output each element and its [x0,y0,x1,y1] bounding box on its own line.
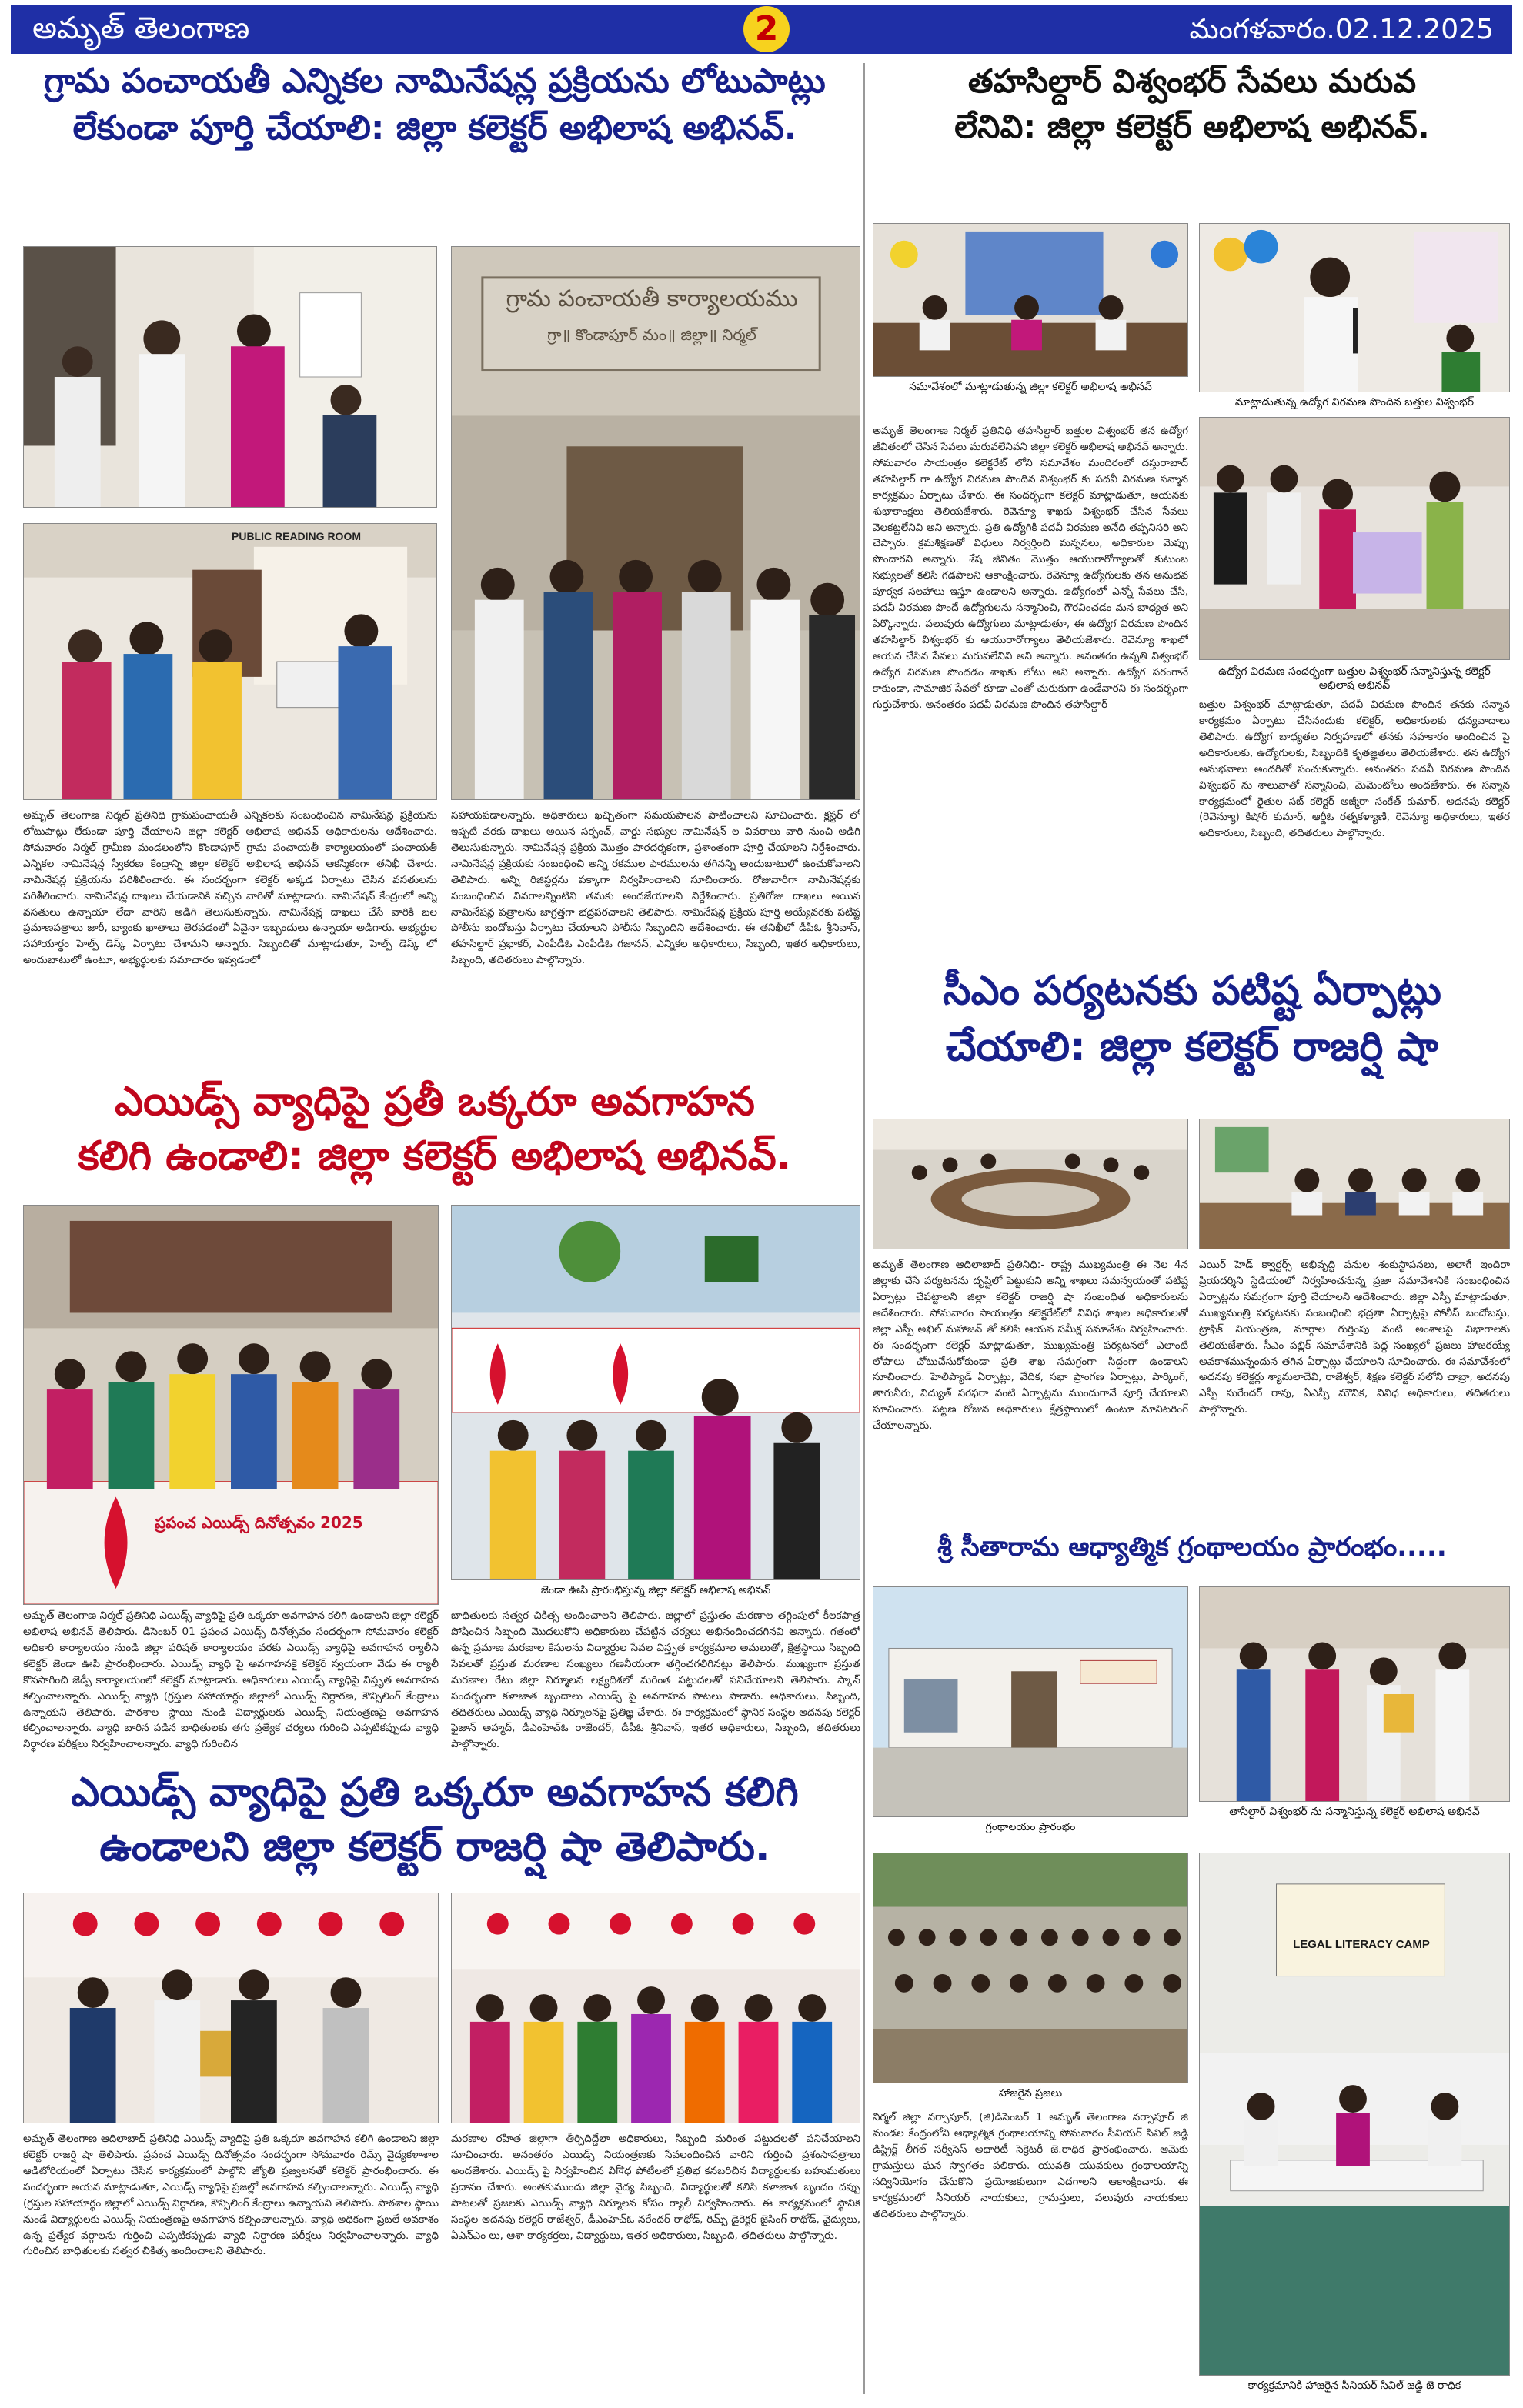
story2-headline-line2: కలిగి ఉండాలి: జిల్లా కలెక్టర్ అభిలాష అభినవ్. [78,1133,792,1179]
story6-body: నిర్మల్ జిల్లా నర్సాపూర్, (జి)డిసెంబర్ 1 అమృత్ తెలంగాణ నర్సాపూర్ జి మండల కేంద్రంలోని ఆధ్యాత్మిక గ్రంథాలయాన్ని సోమవారం సీనియర్ సివిల్ జడ్జి డిస్ట్రిక్ట్ లీగల్ సర్వీసెస్ అథారిటీ సెక్రెటరీ జె.రాధిక ప్రారంభించారు. ఆమెకు గ్రామస్తులు ఘన స్వాగతం పలికారు. యువతి యువకులు గ్రంథాలయాన్ని సద్వినియోగం చేసుకొని ప్రయోజకులుగా ఎదగాలని ఆకాంక్షించారు. ఈ కార్యక్రమంలో సీనియర్ నాయకులు, గ్రామస్తులు, పలువురు నాయకులు తదితరులు పాల్గొన్నారు. [873,2111,1188,2220]
story6-caption4: కార్యక్రమానికి హాజరైన సీనియర్ సివిల్ జడ్జి జె రాధిక [1247,2380,1461,2392]
story6-caption1: గ్రంథాలయం ప్రారంభం [985,1821,1076,1833]
story6-photo-felicitation [1199,1586,1510,1802]
story4-headline-line1: తహసిల్దార్ విశ్వంభర్ సేవలు మరువ [967,62,1417,100]
story5-body-col1: అమృత్ తెలంగాణ ఆదిలాబాద్ ప్రతినిధి:- రాష్ట్ర ముఖ్యమంత్రి ఈ నెల 4న జిల్లాకు చేసే పర్యటనను దృష్టిలో పెట్టుకుని అన్ని శాఖలు సమన్వయంతో పటిష్ట ఏర్పాట్లు చేపట్టాలని జిల్లా కలెక్టర్ రాజర్షి షా సంబంధిత అధికారులను ఆదేశించారు. సోమవారం సాయంత్రం కలెక్టరేట్‌లో వివిధ శాఖల అధికారులతో జిల్లా ఎస్పీ అఖిల్ మహాజన్ తో కలిసి ఆయన సమీక్ష సమావేశం నిర్వహించారు. ఈ సందర్భంగా కలెక్టర్ మాట్లాడుతూ, ముఖ్యమంత్రి పర్యటనలో ఎలాంటి లోపాలు చోటుచేసుకోకుండా ప్రతి శాఖ సమగ్రంగా సిద్ధంగా ఉండాలని సూచించారు. హెలిప్యాడ్ ఏర్పాట్లు, వేదిక, సభా ప్రాంగణ ఏర్పాట్లు, పార్కింగ్, తాగునీరు, విద్యుత్ సరఫరా వంటి ఏర్పాట్లను ముందుగానే పూర్తి చేయాలని సూచించారు. పట్టణ రోజున అధికారులు క్షేత్రస్థాయిలో ఉంటూ మానిటరింగ్ చేయాలన్నారు. [873,1259,1188,1432]
paper-name: అమృత్ తెలంగాణ [32,11,250,46]
story5-headline-line2: చేయాలి: జిల్లా కలెక్టర్ రాజర్షి షా [945,1024,1439,1070]
story2-photo-rally-flag-off [451,1205,860,1580]
story2-photo-aids-day-group [23,1205,439,1605]
column-divider [863,63,865,2394]
story5-body-col2: ఎయిర్ హెడ్ క్వార్టర్స్ అభివృద్ధి పనుల శంకుస్థాపనలు, అలాగే ఇందిరా ప్రియదర్శిని స్టేడియంలో నిర్వహించనున్న ప్రజా సమావేశానికి సంబంధించిన ఏర్పాట్లను సమగ్రంగా పూర్తి చేయాలని ఆదేశించారు. జిల్లా ఎస్పీ మాట్లాడుతూ, ముఖ్యమంత్రి పర్యటనకు సంబంధించి భద్రతా ఏర్పాట్లపై పోలీస్ బందోబస్తు, ట్రాఫిక్ నియంత్రణ, మార్గాల గుర్తింపు వంటి అంశాలపై విభాగాలకు తెలియజేశారు. సీఎం పబ్లిక్ సమావేశానికి పెద్ద సంఖ్యలో ప్రజలు హాజరయ్యే అవకాశమున్నందున తగిన ఏర్పాట్లు చేయాలని సూచించారు. ఈ సమావేశంలో అదనపు కలెక్టర్లు శ్యామలాదేవి, రాజేశ్వర్, శిక్షణ కలెక్టర్ సలోని చాబ్రా, అదనపు ఎస్పీ సురేందర్ రావు, ఏఎస్పీ మౌనిక, వివిధ అధికారులు, తదితరులు పాల్గొన్నారు. [1199,1259,1510,1416]
story4-photo-speaker [1199,223,1510,392]
story2-caption: జెండా ఊపి ప్రారంభిస్తున్న జిల్లా కలెక్టర్ అభిలాష అభినవ్ [540,1584,771,1596]
panchayat-office-sign [489,285,815,348]
story1-headline-line1: గ్రామ పంచాయతీ ఎన్నికల నామినేషన్ల ప్రక్రియను లోటుపాట్లు [44,62,826,101]
story6-photo-audience [873,1853,1188,2083]
story5-photo-review-meeting [873,1119,1188,1249]
story4-body-col2: బత్తుల విశ్వంభర్ మాట్లాడుతూ, పదవీ విరమణ పొందిన తనకు సన్మాన కార్యక్రమం ఏర్పాటు చేసినందుకు కలెక్టర్, అధికారులకు ధన్యవాదాలు తెలిపారు. ఉద్యోగ బాధ్యతల నిర్వహణలో తనకు సహకారం అందించిన పై అధికారులకు, ఉద్యోగులకు, సిబ్బందికి కృతజ్ఞతలు తెలియజేశారు. తన ఉద్యోగ అనుభవాలు అందరితో పంచుకున్నారు. అనంతరం పదవీ విరమణ పొందిన విశ్వంభర్ ను శాలువాతో సన్మానించి, మెమెంటోలు అందజేశారు. ఈ సన్మాన కార్యక్రమంలో రైతుల సబ్ కలెక్టర్ అజ్మీరా సంకేత్ కుమార్, అదనపు కలెక్టర్ (రెవెన్యూ) కిషోర్ కుమార్, ఆర్డీఓ రత్నకళ్యాణి, రెవెన్యూ అధికారులు, ఇతర అధికారులు, సిబ్బంది, తదితరులు పాల్గొన్నారు. [1199,699,1510,840]
story2-body-col1: అమృత్ తెలంగాణ నిర్మల్ ప్రతినిధి ఎయిడ్స్ వ్యాధిపై ప్రతి ఒక్కరూ అవగాహన కలిగి ఉండాలని జిల్లా కలెక్టర్ అభిలాష అభినవ్ తెలిపారు. డిసెంబర్ 01 ప్రపంచ ఎయిడ్స్ దినోత్సవం సందర్భంగా సోమవారం కలెక్టర్ అధికారి కార్యాలయం నుండి జిల్లా పరిషత్ కార్యాలయం వరకు ఎయిడ్స్ వ్యాధిపై అవగాహన ర్యాలీని కలెక్టర్ జెండా ఊపి ప్రారంభించారు. ఎయిడ్స్ వ్యాధి పై అవగాహనకై కలెక్టర్ స్వయంగా వేడు ఈ ర్యాలీ కొనసాగించి జెడ్పీ కార్యాలయంలో కలెక్టర్ మాట్లాడారు. అధికారులు ఎయిడ్స్ వ్యాధిపై విస్తృత అవగాహన కల్పించాలన్నారు. ఎయిడ్స్ వ్యాధి (గ్రస్తుల సహాయార్థం జిల్లాలో ఎయిడ్స్ నిర్ధారణ, కౌన్సిలింగ్ కేంద్రాలు ఉన్నాయని తెలిపారు. పాఠశాల స్థాయి నుండి విద్యార్థులకు ఎయిడ్స్ నియంత్రణపై అవగాహన కల్పించాలన్నారు. వ్యాధి బారిన పడిన బాధితులకు తగు ప్రత్యేక చర్యలు గురించి ఎప్పటికప్పుడు వ్యాధి నిర్ధారణ పరీక్షలు నిర్వహించాలన్నారు. వ్యాధి గురించిన [23,1609,439,1751]
story1-headline-line2: లేకుండా పూర్తి చేయాలి: జిల్లా కలెక్టర్ అభిలాష అభినవ్. [72,108,797,148]
page-number-badge: 2 [743,6,790,52]
story6-caption2: తాసిల్దార్ విశ్వంభర్ ను సన్మానిస్తున్న కలెక్టర్ అభిలాష అభినవ్ [1229,1806,1480,1818]
story4-caption3: ఉద్యోగ విరమణ సందర్భంగా బత్తుల విశ్వంభర్ సన్మానిస్తున్న కలెక్టర్ అభిలాష అభినవ్ [1218,665,1491,692]
legal-literacy-banner: LEGAL LITERACY CAMP [1293,1938,1430,1951]
masthead [11,5,1512,54]
story3-headline [15,1768,854,1873]
story1-body-col2: సహాయపడాలన్నారు. అధికారులు ఖచ్చితంగా సమయపాలన పాటించాలని సూచించారు. క్లస్టర్ లో ఇప్పటి వరకు దాఖలు అయిన సర్పంచ్, వార్డు సభ్యుల నామినేషన్ ల వివరాలు వారి నుంచి అడిగి తెలుసుకున్నారు. నామినేషన్ల ప్రక్రియ మొత్తం పారదర్శకంగా, ప్రశాంతంగా పూర్తి చేయాలని నిర్దేశించారు. నామినేషన్ల ప్రక్రియకు సంబంధించి అన్ని రకముల ఫారములను తగినన్ని అందుబాటులో ఉంచుకోవాలని తెలిపారు. అన్ని రిజిస్టర్లను పక్కాగా నిర్వహించాలని సూచించారు. రోజువారీగా నామినేషన్లకు సంబంధించిన వివరాలన్నింటిని తమకు అందజేయాలని నిర్దేశించారు. ప్రతిరోజు దాఖలు అయిన నామినేషన్ల పత్రాలను జాగ్రత్తగా భద్రపరచాలని తెలిపారు. నామినేషన్ల ప్రక్రియ పూర్తి అయ్యేవరకు పటిష్ట పోలీసు బందోబస్తు ఏర్పాటు చేయాలని పోలీసు సిబ్బందిని ఆదేశించారు. ఈ తనిఖీలో డీపీఓ శ్రీనివాస్, తహసిల్దార్ ప్రభాకర్, ఎంపీడీఓ ఎంపీడీఓ గజానన్, ఎన్నికల అధికారులు, సిబ్బంది, ఇతర అధికారులు, సిబ్బంది, తదితరులు పాల్గొన్నారు. [451,809,860,967]
issue-date: మంగళవారం.02.12.2025 [1189,14,1494,45]
story6-caption3: హాజరైన ప్రజలు [998,2087,1063,2099]
story6-photo-legal-literacy-camp [1199,1853,1510,2376]
sign-line1: గ్రామ పంచాయతీ కార్యాలయము [506,285,798,312]
story3-body-col2: మరణాల రహిత జిల్లాగా తీర్చిదిద్దేలా అధికారులు, సిబ్బంది మరింత పట్టుదలతో పనిచేయాలని సూచించారు. అనంతరం ఎయిడ్స్ నియంత్రణకు సేవలందించిన వారిని గుర్తించి ప్రశంసాపత్రాలు అందజేశారు. ఎయిడ్స్ పై నిర్వహించిన విविధ పోటీలలో ప్రతిభ కనబరిచిన విద్యార్థులకు బహుమతులు ప్రదానం చేశారు. అంతకుముందు జిల్లా వైద్య సిబ్బంది, విద్యార్థులతో కలిసి కళాజాత బృందం దప్పు పాటలతో ప్రజలకు ఎయిడ్స్ వ్యాధి నిర్మూలన కోసం ర్యాలీ నిర్వహించారు. ఈ కార్యక్రమంలో స్థానిక సంస్థల అదనపు కలెక్టర్ రాజేశ్వర్, డీఎంహెచ్ఓ నరేందర్ రాథోడ్, రిమ్స్ డైరెక్టర్ జైసింగ్ రాథోడ్, వైద్యులు, ఏఎన్ఎం లు, ఆశా కార్యకర్తలు, విద్యార్థులు, ఇతర అధికారులు, సిబ్బంది, తదితరులు పాల్గొన్నారు. [451,2133,860,2242]
story1-photo-panchayat-office [451,246,860,800]
story3-headline-line1: ఎయిడ్స్ వ్యాధిపై ప్రతి ఒక్కరూ అవగాహన కలిగి [71,1769,799,1816]
story6-headline: శ్రీ సీతారామ ఆధ్యాత్మిక గ్రంథాలయం ప్రారంభం..... [937,1532,1447,1563]
story1-photo-collector-inspection [23,246,437,508]
story4-body-col1: అమృత్ తెలంగాణ నిర్మల్ ప్రతినిధి తహసిల్దార్ బత్తుల విశ్వంభర్ తన ఉద్యోగ జీవితంలో చేసిన సేవలు మరువలేనివని జిల్లా కలెక్టర్ అభిలాష అభినవ్ అన్నారు. సోమవారం సాయంత్రం కలెక్టరేట్ లోని సమావేశం మందిరంలో దస్తురాబాద్ తహసిల్దార్ గా ఉద్యోగ విరమణ పొందిన విశ్వంభర్ కు పదవీ విరమణ సన్మాన కార్యక్రమం ఏర్పాటు చేశారు. ఈ సందర్భంగా కలెక్టర్ మాట్లాడుతూ, ఆయనకు శుభాకాంక్షలు తెలియజేశారు. రెవెన్యూ శాఖకు విశ్వంభర్ చేసిన సేవలు వెలకట్టలేనివి అని అన్నారు. ప్రతి ఉద్యోగికి పదవీ విరమణ అనేది తప్పనిసరి అని చెప్పారు. క్రమశిక్షణతో విధులు నిర్వర్తించి మన్ననలు, అధికారుల మెప్పు పొందారని అన్నారు. శేష జీవితం మొత్తం ఆయురారోగ్యాలతో కుటుంబ సభ్యులతో కలిసి గడపాలని ఆకాంక్షించారు. రెవెన్యూ ఉద్యోగులకు తన అనుభవ పూర్వక సలహాలు ఇస్తూ ఉండాలని అన్నారు. ఉద్యోగంలో ఎన్నో సేవలు చేసి, పదవీ విరమణ పొందే ఉద్యోగులను సన్మానించి, గౌరవించడం మన బాధ్యత అని పేర్కొన్నారు. పలువురు ఉద్యోగులు మాట్లాడుతూ, ఈ ఉద్యోగ విరమణ పొందిన తహసిల్దార్ విశ్వంభర్ కు ఆయురారోగ్యాలు తెలియజేశారు. రెవెన్యూ శాఖలో ఆయన చేసిన సేవలు మరువలేనివి అని అన్నారు. అనంతరం ఉన్నతి విశ్వంభర్ ఉద్యోగ విరమణ పొందడం శాఖకు లోటు అని అన్నారు. ఉద్యోగ పరంగానే కాకుండా, సామాజిక సేవలో కూడా ఎంతో చురుకుగా ఉండేవారని ఈ సందర్భంగా గుర్తుచేశారు. అనంతరం పదవీ విరమణ పొందిన తహసిల్దార్ [873,425,1188,711]
story4-photo-felicitation [1199,417,1510,660]
story6-photo-library-building [873,1586,1188,1817]
story2-headline [15,1077,854,1182]
story4-caption2: మాట్లాడుతున్న ఉద్యోగ విరమణ పొందిన బత్తుల విశ్వంభర్ [1234,396,1475,409]
story4-headline-line2: లేనివి: జిల్లా కలెక్టర్ అభిలాష అభినవ్. [954,107,1430,145]
story1-body-col1: అమృత్ తెలంగాణ నిర్మల్ ప్రతినిధి గ్రామపంచాయతీ ఎన్నికలకు సంబంధించిన నామినేషన్ల ప్రక్రియను లోటుపాట్లు లేకుండా పూర్తి చేయాలని జిల్లా కలెక్టర్ అభిలాష అభినవ్ అధికారులను ఆదేశించారు. సోమవారం నిర్మల్ గ్రామీణ మండలంలోని కొండాపూర్ గ్రామ పంచాయతీ కార్యాలయంలో పంచాయతీ ఎన్నికల నామినేషన్ల స్వీకరణ కేంద్రాన్ని జిల్లా కలెక్టర్ అభిలాష అభినవ్ ఆకస్మికంగా తనిఖీ చేశారు. నామినేషన్ల ప్రక్రియను పరిశీలించారు. ఈ సందర్భంగా కలెక్టర్ అక్కడ ఏర్పాటు చేసిన వసతులను పరిశీలించారు. నామినేషన్ల దాఖలు చేయడానికి వచ్చిన వారితో మాట్లాడారు. నామినేషన్ కేంద్రంలో అన్ని వసతులు ఉన్నాయా లేదా వారిని అడిగి తెలుసుకున్నారు. నామినేషన్ల దాఖలు చేసే వారికి బల ప్రమాణపత్రాలు జారీ, బ్యాంకు ఖాతాలు తెరవడంలో ఏవైనా ఇబ్బందులు ఉన్నాయా అడిగారు. అభ్యర్థుల సహాయార్థం హెల్ప్ డెస్క్ ఏర్పాటు చేశామని అన్నారు. సిబ్బందితో మాట్లాడుతూ, హెల్ప్ డెస్క్ లో అందుబాటులో ఉంటూ, అభ్యర్థులకు సమాచారం ఇవ్వడంలో [23,809,437,967]
story4-photo-meeting-hall [873,223,1188,377]
sign-line2: గ్రా॥ కొండాపూర్ మం॥ జిల్లా॥ నిర్మల్ [547,325,756,344]
story2-headline-line1: ఎయిడ్స్ వ్యాధిపై ప్రతీ ఒక్కరూ అవగాహన [115,1079,755,1125]
story2-body-col2: బాధితులకు సత్వర చికిత్స అందించాలని తెలిపారు. జిల్లాలో ప్రస్తుతం మరణాల తగ్గింపులో కీలకపాత్ర పోషించిన సిబ్బంది మొదలుకొని అధికారులు చేపట్టిన చర్యలు అభినందించదగినవి అన్నారు. గతంలో ఉన్న ప్రమాణ మరణాల కేసులను విద్యార్థుల సేవల విస్తృత కార్యక్రమాల అమలుతో, క్షేత్రస్థాయి సిబ్బంది సేవలతో ప్రస్తుత మరణాల సంఖ్యలు గణనీయంగా తగ్గించగలిగినట్లు తెలిపారు. ముఖ్యంగా ప్రస్తుత మరణాల రేటు జిల్లా నిర్మూలన లక్ష్యదిశలో మరింత పట్టుదలతో పనిచేయాలని తెలిపారు. స్కాన్ సందర్భంగా కళాజాత బృందాలు ఎయిడ్స్ పై అవగాహన పాటలు పాడారు. అధికారులు, సిబ్బంది, తదితరులు ఎయిడ్స్ వ్యాధి నిర్మూలనపై ప్రతిజ్ఞ చేశారు. ఈ కార్యక్రమంలో స్థానిక సంస్థల అదనపు కలెక్టర్ ఫైజాన్ అహ్మద్, డీఎంహెచ్ఓ రాజేందర్, డీపీఓ శ్రీనివాస్, ఇతర అధికారులు, సిబ్బంది, తదితరులు పాల్గొన్నారు. [451,1609,860,1751]
story3-photo-group-students [451,1893,860,2123]
story3-body-col1: అమృత్ తెలంగాణ ఆదిలాబాద్ ప్రతినిధి ఎయిడ్స్ వ్యాధిపై ప్రతి ఒక్కరూ అవగాహన కలిగి ఉండాలని జిల్లా కలెక్టర్ రాజర్షి షా తెలిపారు. ప్రపంచ ఎయిడ్స్ దినోత్సవం సందర్భంగా సోమవారం రిమ్స్ వైద్యకళాశాల ఆడిటోరియంలో ఏర్పాటు చేసిన కార్యక్రమంలో పాల్గొని జ్యోతి ప్రజ్వలనతో కలెక్టర్ ప్రారంభించారు. ఈ సందర్భంగా అయన మాట్లాడుతూ, ఎయిడ్స్ వ్యాధిపై ప్రజల్లో అవగాహన కల్పించాలన్నారు. ఎయిడ్స్ వ్యాధి (గ్రస్తుల సహాయార్థం జిల్లాలో ఎయిడ్స్ నిర్ధారణ, కౌన్సిలింగ్ కేంద్రాలు ఉన్నాయని తెలిపారు. పాఠశాల స్థాయి నుండే విద్యార్థులకు ఎయిడ్స్ నియంత్రణపై అవగాహన కల్పించాలన్నారు. వ్యాధి అధికంగా ప్రబలే అవకాశం ఉన్న ప్రత్యేక వర్గాలను గుర్తించి ఎప్పటికప్పుడు వ్యాధి నిర్ధారణ పరీక్షలు నిర్వహించాలన్నారు. వ్యాధి గురించిన బాధితులకు సత్వర చికిత్స అందించాలని తెలిపారు. [23,2133,439,2258]
story5-photo-dais [1199,1119,1510,1249]
reading-room-sign: PUBLIC READING ROOM [232,530,361,542]
story5-headline-line1: సీఎం పర్యటనకు పటిష్ట ఏర్పాట్లు [943,968,1441,1014]
story3-headline-line2: ఉండాలని జిల్లా కలెక్టర్ రాజర్షి షా తెలిపారు. [99,1824,770,1870]
story4-caption1: సమావేశంలో మాట్లాడుతున్న జిల్లా కలెక్టర్ అభిలాష అభినవ్ [909,381,1152,393]
story1-headline [15,60,854,149]
story4-headline [873,62,1511,147]
story1-photo-reading-room [23,523,437,800]
aids-day-banner-text: ప్రపంచ ఎయిడ్స్ దినోత్సవం 2025 [155,1513,363,1532]
story3-photo-award-ceremony [23,1893,439,2123]
story5-headline [873,966,1511,1072]
